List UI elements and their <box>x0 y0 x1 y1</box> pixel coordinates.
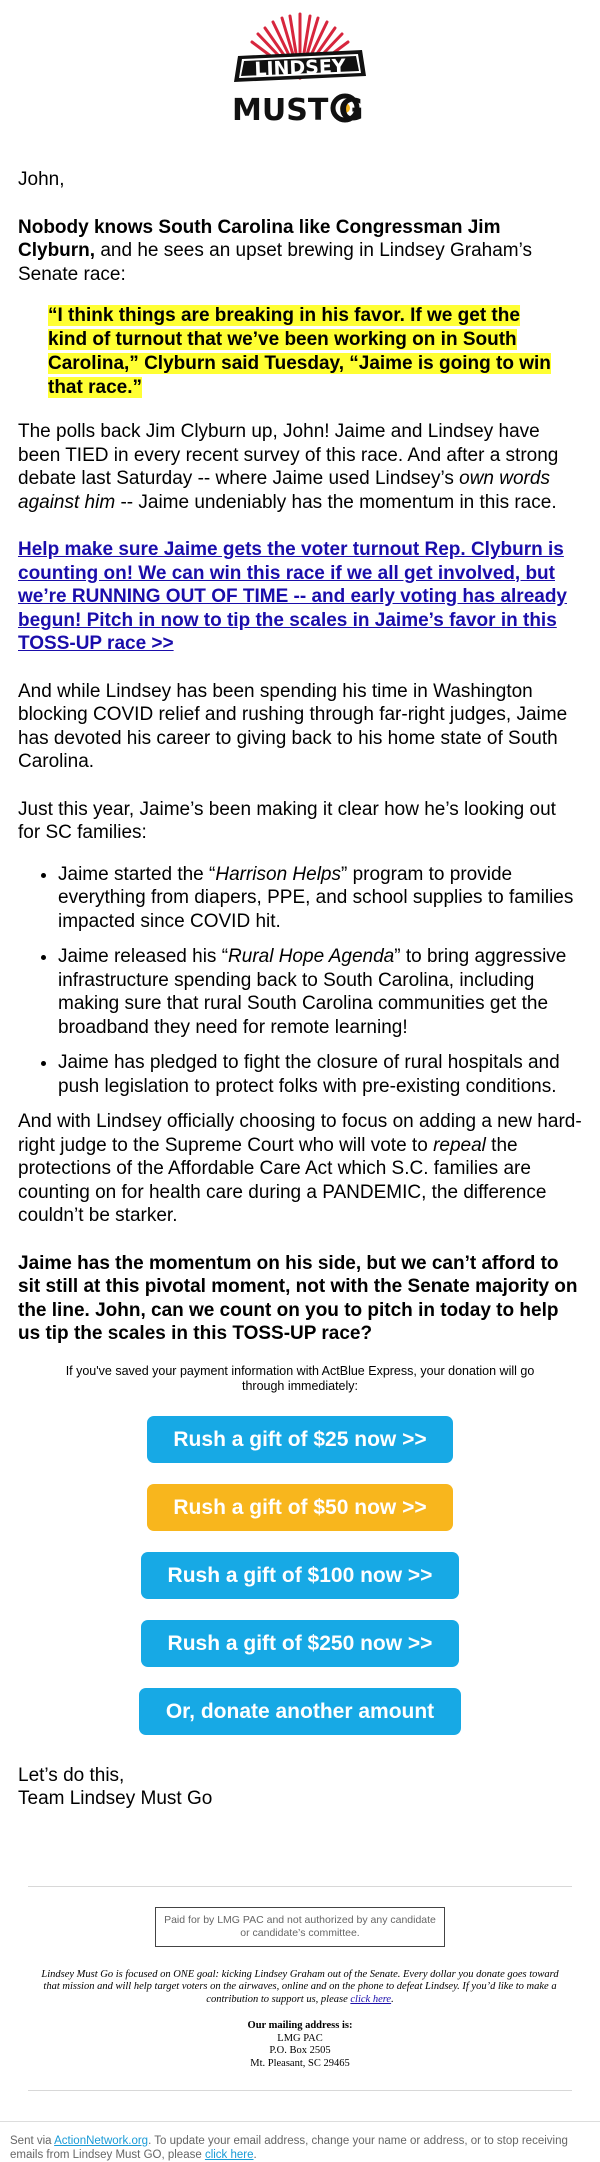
cta-paragraph <box>18 538 582 656</box>
logo-line2: MUST G <box>232 93 364 128</box>
mailing-line2: P.O. Box 2505 <box>269 2045 331 2056</box>
scotus-paragraph <box>18 1110 582 1228</box>
momentum-paragraph: Jaime has the momentum on his side, but we can’t afford to sit still at this pivotal moment, not with the Senate majority on the line. John, can we count on you to pitch in today to help us tip the scales in this TOSS-UP race? <box>18 1252 578 1344</box>
polls-italic: own words against him <box>18 468 550 513</box>
donate-50-button[interactable]: Rush a gift of $50 now >> <box>147 1484 453 1531</box>
mailing-line1: LMG PAC <box>277 2032 323 2044</box>
bullet-2-before: Jaime released his “ <box>58 946 229 967</box>
donate-25-button[interactable]: Rush a gift of $25 now >> <box>147 1416 453 1463</box>
quote-highlight: “I think things are breaking in his favor. If we get the kind of turnout that we’ve been working on in South Carolina,” Clyburn said Tuesday, “Jaime is going to win that race.” <box>48 305 551 398</box>
donate-cta-link[interactable]: Help make sure Jaime gets the voter turnout Rep. Clyburn is counting on! We can win this race if we all get involved, but we’re RUNNING OUT OF TIME -- and early voting has already begun! Pitch in now to tip the scales in Jaime’s favor in this TOSS-UP race >> <box>18 539 567 654</box>
clyburn-quote <box>48 304 564 400</box>
footer-mid: . To update your email address, change your name or address, or to stop receiving emails from Lindsey Must GO, please <box>10 2135 568 2161</box>
divider <box>28 1886 572 1887</box>
scotus-italic: repeal <box>433 1134 486 1156</box>
logo-line1: LINDSEY <box>254 55 346 81</box>
list-item <box>58 863 582 934</box>
polls-before: The polls back Jim Clyburn up, John! Jaime and Lindsey have been TIED in every recent survey of this race. And after a strong debate last Saturday -- where Jaime used Lindsey’s <box>18 421 559 489</box>
scotus-after: the protections of the Affordable Care Act which S.C. families are counting on for health care during a PANDEMIC, the difference couldn’t be starker. <box>18 1134 547 1226</box>
bullet-1-after: ” program to provide everything from diapers, PPE, and school supplies to families impacted since COVID hit. <box>58 863 574 932</box>
intro-bold: Nobody knows South Carolina like Congressman Jim Clyburn, <box>18 216 501 261</box>
paid-for-disclaimer: Paid for by LMG PAC and not authorized by any candidate or candidate’s committee. <box>155 1907 445 1947</box>
signoff-line2: Team Lindsey Must Go <box>18 1788 213 1809</box>
mailing-line3: Mt. Pleasant, SC 29465 <box>250 2057 350 2069</box>
intro-paragraph <box>18 216 582 287</box>
donate-other-button[interactable]: Or, donate another amount <box>139 1688 461 1735</box>
about-text: Lindsey Must Go is focused on ONE goal: kicking Lindsey Graham out of the Senate. Every dollar you donate goes toward that mission and will help target voters on the airwaves, online and on the phone to defeat Lindsey. If you’d like to make a contribution to support us, please <box>41 1968 559 2005</box>
footer-end: . <box>253 2149 257 2161</box>
actionnetwork-link[interactable]: ActionNetwork.org <box>54 2135 149 2147</box>
bullet-1-before: Jaime started the “ <box>58 863 216 885</box>
footer-pre: Sent via <box>10 2135 55 2147</box>
bullet-1-italic: Harrison Helps <box>215 863 341 885</box>
accomplishments-list <box>18 863 582 1099</box>
logo <box>0 0 600 138</box>
mailing-label: Our mailing address is: <box>247 2020 353 2031</box>
intro-rest: and he sees an upset brewing in Lindsey Graham’s Senate race: <box>18 240 532 285</box>
bullet-2-after: ” to bring aggressive infrastructure spending back to South Carolina, including making sure that rural South Carolina communities get the broadband they need for remote learning! <box>58 946 567 1038</box>
about-paragraph <box>40 1969 560 2007</box>
scotus-before: And with Lindsey officially choosing to focus on adding a new hard-right judge to the Supreme Court who will vote to <box>18 1111 582 1156</box>
lindsey-must-go-logo <box>220 10 380 130</box>
donate-250-button[interactable]: Rush a gift of $250 now >> <box>141 1620 459 1667</box>
signoff <box>18 1764 582 1811</box>
list-item <box>58 945 582 1039</box>
mailing-address <box>0 2020 600 2070</box>
divider <box>28 2090 572 2091</box>
polls-paragraph <box>18 420 582 514</box>
about-end: . <box>391 1993 394 2005</box>
signoff-line1: Let’s do this, <box>18 1764 125 1786</box>
this-year-paragraph: Just this year, Jaime’s been making it clear how he’s looking out for SC families: <box>18 798 556 843</box>
unsubscribe-link[interactable]: click here <box>204 2149 254 2161</box>
footer <box>0 2121 600 2162</box>
about-click-here-link[interactable]: click here <box>350 1993 392 2005</box>
bullet-2-italic: Rural Hope Agenda <box>228 946 395 967</box>
actblue-express-note: If you've saved your payment information with ActBlue Express, your donation will go through immediately: <box>65 1363 535 1393</box>
list-item: • Jaime has pledged to fight the closure of rural hospitals and push legislation to protect folks with pre-existing conditions. <box>58 1051 582 1098</box>
polls-after: -- Jaime undeniably has the momentum in this race. <box>115 491 557 513</box>
greeting: John, <box>18 169 65 190</box>
lindsey-paragraph: And while Lindsey has been spending his time in Washington blocking COVID relief and rushing through far-right judges, Jaime has devoted his career to giving back to his home state of South Carolina. <box>18 680 568 772</box>
donation-buttons <box>18 1416 582 1756</box>
email-body <box>0 168 600 1811</box>
donate-100-button[interactable]: Rush a gift of $100 now >> <box>141 1552 459 1599</box>
